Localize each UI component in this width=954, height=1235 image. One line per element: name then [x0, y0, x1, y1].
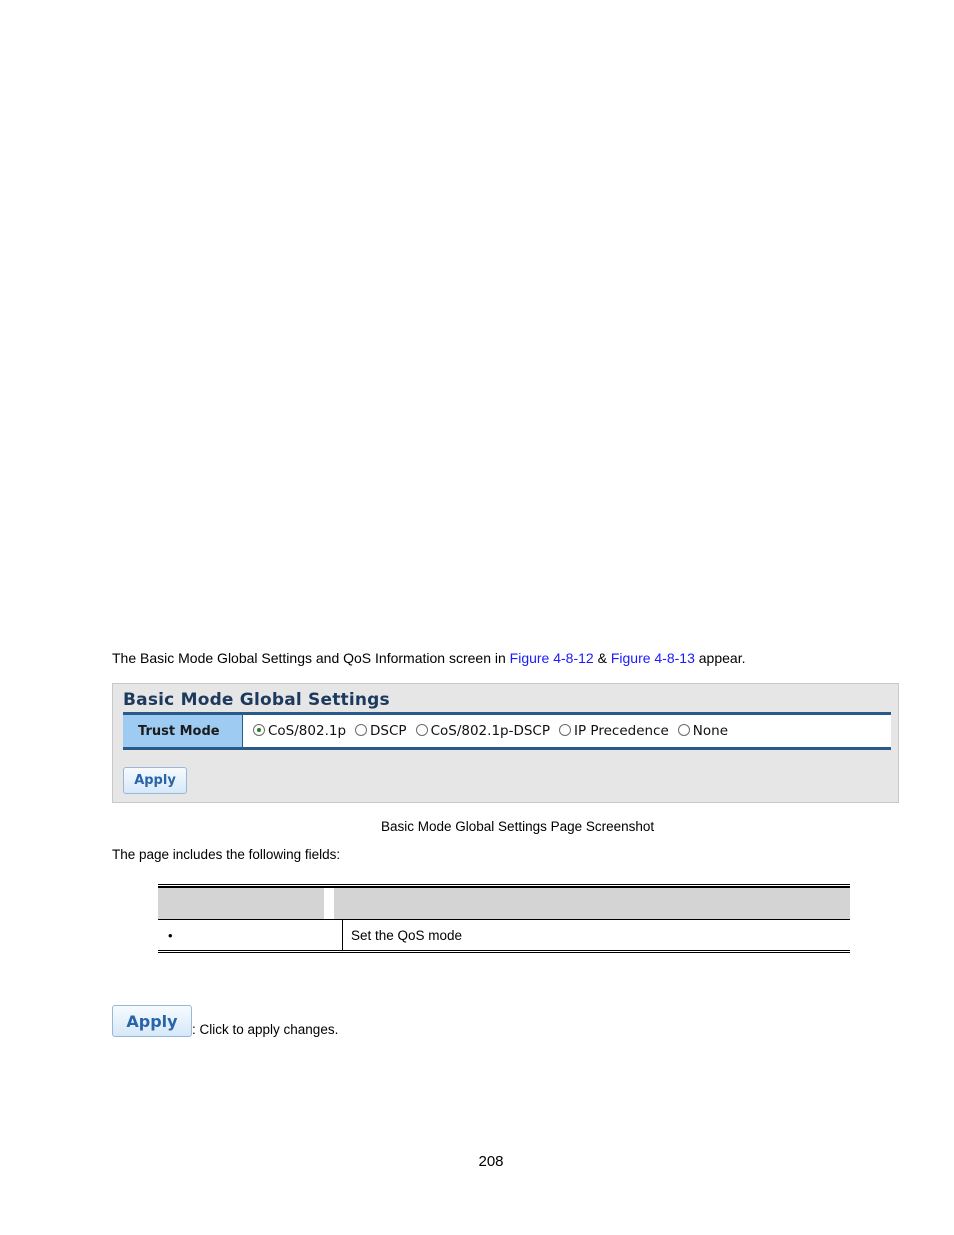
option-label: CoS/802.1p-DSCP: [430, 723, 551, 739]
option-ip-precedence[interactable]: [559, 723, 669, 739]
trust-mode-table: [123, 712, 891, 750]
option-label: None: [692, 723, 729, 739]
basic-mode-settings-screenshot: [112, 683, 899, 803]
trust-mode-options: [243, 715, 737, 747]
figure-caption: Basic Mode Global Settings Page Screenshot: [381, 819, 655, 834]
intro-amp: &: [593, 650, 611, 666]
fields-intro: The page includes the following fields:: [112, 847, 341, 862]
option-none[interactable]: [678, 723, 728, 739]
table-header: [158, 887, 850, 920]
apply-description: : Click to apply changes.: [192, 1022, 339, 1037]
bullet-cell: •: [158, 920, 343, 950]
description-cell: Set the QoS mode: [351, 927, 463, 943]
trust-mode-label: Trust Mode: [123, 715, 243, 747]
intro-suffix: appear.: [694, 650, 746, 666]
radio-icon[interactable]: [416, 724, 428, 736]
radio-icon[interactable]: [559, 724, 571, 736]
table-row: [158, 920, 850, 953]
option-dscp[interactable]: [355, 723, 407, 739]
figure-link-4-8-12[interactable]: Figure 4-8-12: [509, 650, 594, 666]
radio-icon[interactable]: [678, 724, 690, 736]
panel-apply-button[interactable]: Apply: [123, 767, 187, 794]
option-label: CoS/802.1p: [268, 723, 347, 739]
option-label: DSCP: [370, 723, 407, 739]
option-label: IP Precedence: [574, 723, 669, 739]
apply-button[interactable]: Apply: [112, 1005, 192, 1037]
radio-checked-icon[interactable]: [253, 724, 265, 736]
option-cos-dscp[interactable]: [416, 723, 550, 739]
radio-icon[interactable]: [355, 724, 367, 736]
page-number: 208: [478, 1153, 504, 1170]
figure-link-4-8-13[interactable]: Figure 4-8-13: [610, 650, 695, 666]
option-cos[interactable]: [253, 723, 346, 739]
fields-table: [158, 884, 850, 953]
intro-prefix: The Basic Mode Global Settings and QoS Information screen in: [112, 650, 510, 666]
intro-paragraph: [112, 650, 745, 666]
panel-title: Basic Mode Global Settings: [123, 690, 390, 710]
